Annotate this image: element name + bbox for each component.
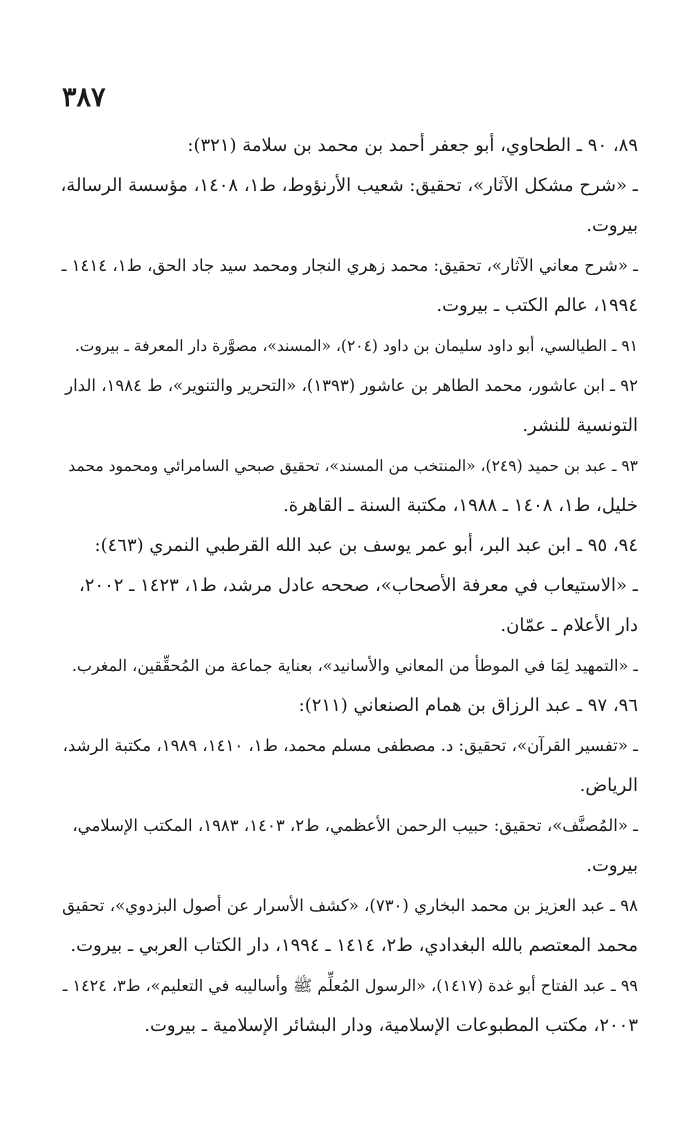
entry-89-item-1-line-2: بيروت. (586, 215, 638, 236)
bibliography-list (60, 126, 638, 1046)
entry-89-header: ٨٩، ٩٠ ـ الطحاوي، أبو جعفر أحمد بن محمد بن سلامة (٣٢١): (187, 135, 638, 156)
entry-99-line-1: ٩٩ ـ عبد الفتاح أبو غدة (١٤١٧)، «الرسول المُعلِّم ﷺ وأساليبه في التعليم»، ط٣، ١٤٢٤ ـ (62, 976, 638, 995)
page-number: ٣٨٧ (62, 82, 106, 113)
entry-98-line-1: ٩٨ ـ عبد العزيز بن محمد البخاري (٧٣٠)، «كشف الأسرار عن أصول البزدوي»، تحقيق (62, 896, 638, 915)
entry-94-item-1-line-1: ـ «الاستيعاب في معرفة الأصحاب»، صححه عادل مرشد، ط١، ١٤٢٣ ـ ٢٠٠٢، (78, 575, 638, 596)
entry-94-item-2: ـ «التمهيد لِمَا في الموطأ من المعاني والأسانيد»، بعناية جماعة من المُحقِّقين، المغرب. (71, 656, 638, 675)
entry-92-line-1: ٩٢ ـ ابن عاشور، محمد الطاهر بن عاشور (١٣٩٣)، «التحرير والتنوير»، ط ١٩٨٤، الدار (65, 376, 638, 395)
entry-96-item-2-line-2: بيروت. (586, 855, 638, 876)
entry-92-line-2: التونسية للنشر. (522, 415, 638, 436)
entry-89-item-1-line-1: ـ «شرح مشكل الآثار»، تحقيق: شعيب الأرنؤوط، ط١، ١٤٠٨، مؤسسة الرسالة، (60, 175, 638, 196)
entry-89-item-2-line-2: ١٩٩٤، عالم الكتب ـ بيروت. (436, 295, 638, 316)
entry-99-line-2: ٢٠٠٣، مكتب المطبوعات الإسلامية، ودار البشائر الإسلامية ـ بيروت. (144, 1015, 638, 1036)
entry-93-line-2: خليل، ط١، ١٤٠٨ ـ ١٩٨٨، مكتبة السنة ـ القاهرة. (283, 495, 638, 516)
entry-96-item-1-line-2: الرياض. (579, 775, 638, 796)
entry-94-header: ٩٤، ٩٥ ـ ابن عبد البر، أبو عمر يوسف بن عبد الله القرطبي النمري (٤٦٣): (94, 535, 638, 556)
entry-89-item-2-line-1: ـ «شرح معاني الآثار»، تحقيق: محمد زهري النجار ومحمد سيد جاد الحق، ط١، ١٤١٤ ـ (61, 256, 638, 275)
entry-91: ٩١ ـ الطيالسي، أبو داود سليمان بن داود (٢٠٤)، «المسند»، مصوَّرة دار المعرفة ـ بيروت. (74, 337, 638, 355)
entry-96-item-2-line-1: ـ «المُصنَّف»، تحقيق: حبيب الرحمن الأعظمي، ط٢، ١٤٠٣، ١٩٨٣، المكتب الإسلامي، (72, 816, 638, 835)
entry-94-item-1-line-2: دار الأعلام ـ عمّان. (500, 615, 638, 636)
entry-93-line-1: ٩٣ ـ عبد بن حميد (٢٤٩)، «المنتخب من المسند»، تحقيق صبحي السامرائي ومحمود محمد (68, 457, 638, 475)
entry-96-item-1-line-1: ـ «تفسير القرآن»، تحقيق: د. مصطفى مسلم محمد، ط١، ١٤١٠، ١٩٨٩، مكتبة الرشد، (62, 736, 638, 755)
entry-98-line-2: محمد المعتصم بالله البغدادي، ط٢، ١٤١٤ ـ ١٩٩٤، دار الكتاب العربي ـ بيروت. (70, 935, 638, 956)
entry-96-header: ٩٦، ٩٧ ـ عبد الرزاق بن همام الصنعاني (٢١١): (298, 695, 638, 716)
